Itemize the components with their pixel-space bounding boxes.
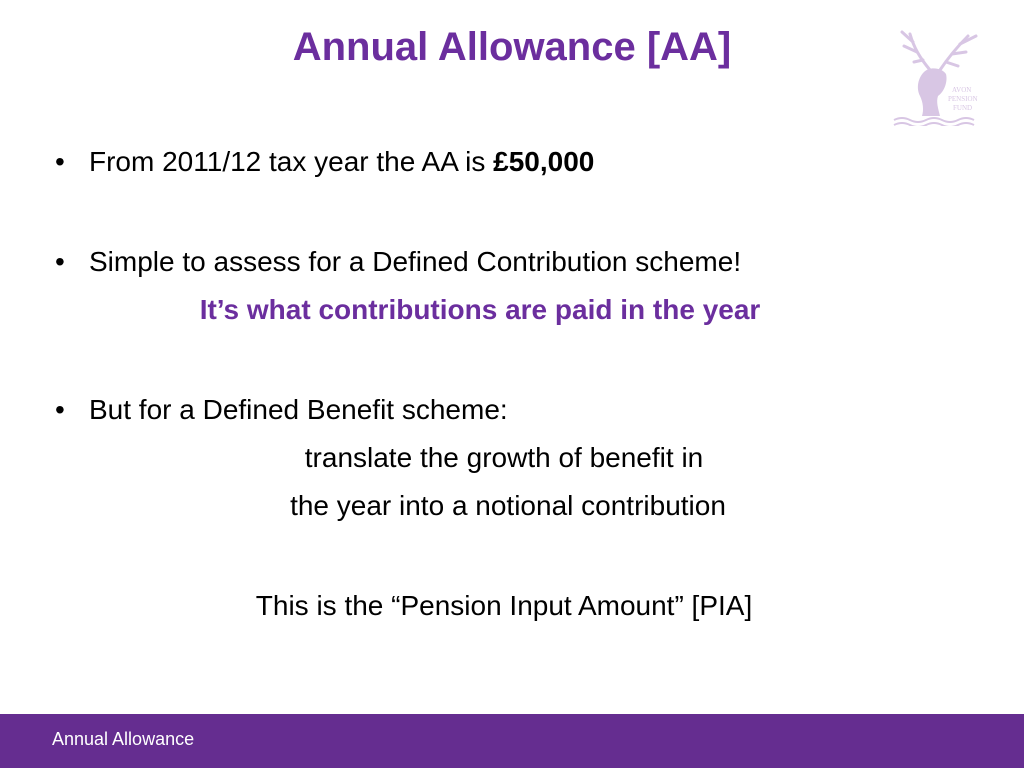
db-line-1: translate the growth of benefit in	[304, 442, 704, 473]
logo-line-3: FUND	[953, 104, 973, 112]
footer-text: Annual Allowance	[52, 729, 195, 749]
logo-line-1: AVON	[952, 86, 972, 94]
avon-pension-fund-logo	[890, 22, 980, 126]
stag-head-icon	[890, 22, 980, 126]
pia-line: This is the “Pension Input Amount” [PIA]	[255, 590, 753, 621]
bullet-marker: •	[55, 394, 65, 425]
bullet-text: But for a Defined Benefit scheme:	[89, 394, 508, 425]
logo-line-2: PENSION	[948, 95, 978, 103]
slide-title: Annual Allowance [AA]	[292, 25, 732, 69]
bullet-text: From 2011/12 tax year the AA is	[89, 146, 494, 177]
footer-bar	[0, 714, 1024, 768]
dc-note: It’s what contributions are paid in the year	[199, 294, 761, 325]
bullet-marker: •	[55, 246, 65, 277]
bullet-item-1	[55, 144, 594, 180]
db-line-2: the year into a notional contribution	[290, 490, 726, 521]
bullet-marker: •	[55, 146, 65, 177]
bullet-item-3	[55, 392, 508, 428]
bullet-strong-value: £50,000	[493, 146, 595, 177]
bullet-text: Simple to assess for a Defined Contribution scheme!	[89, 246, 742, 277]
bullet-item-2	[55, 244, 741, 280]
